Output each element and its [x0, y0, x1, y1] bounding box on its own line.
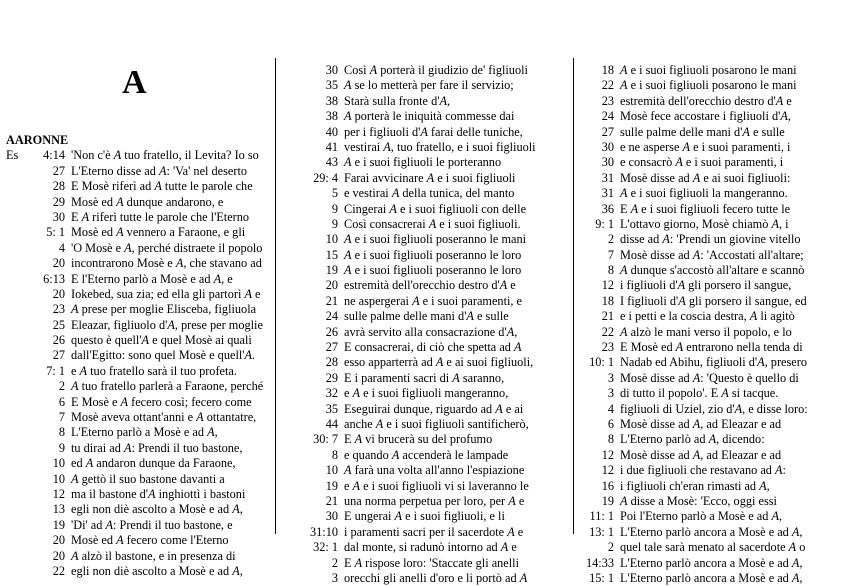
verse-ref: 2: [607, 232, 614, 247]
verse-ref: 9: [331, 216, 338, 231]
verse-ref: 19: [52, 517, 65, 532]
concordance-row: [578, 402, 856, 417]
verse-text: Starà sulla fronte d'A,: [344, 93, 451, 108]
concordance-row: [578, 479, 856, 494]
verse-text: e quando A accenderà le lampade: [344, 447, 509, 462]
verse-text: estremità dell'orecchio destro d'A e: [620, 93, 792, 108]
concordance-row: [6, 410, 272, 425]
verse-ref: 10: [52, 456, 65, 471]
concordance-row: [578, 525, 856, 540]
verse-text: E A riferì tutte le parole che l'Eterno: [71, 209, 250, 224]
concordance-row: [578, 171, 856, 186]
verse-ref: 30: [52, 209, 65, 224]
concordance-row: [282, 202, 572, 217]
verse-ref: 6: [58, 394, 65, 409]
verse-ref: 10: [325, 463, 338, 478]
verse-ref: 24: [325, 309, 338, 324]
verse-ref: 18: [601, 293, 614, 308]
verse-text: i figliuoli ch'eran rimasti ad A,: [620, 478, 770, 493]
concordance-row: [282, 217, 572, 232]
verse-text: esso apparterrà ad A e ai suoi figliuoli,: [344, 355, 534, 370]
concordance-row: [578, 325, 856, 340]
concordance-row: [282, 63, 572, 78]
verse-text: A e i suoi figliuoli poseranno le loro: [344, 263, 522, 278]
verse-ref: 32: 1: [313, 540, 338, 555]
book-abbrev: Es: [6, 148, 19, 163]
verse-ref: 5: 1: [46, 225, 65, 240]
verse-ref: 36: [601, 201, 614, 216]
concordance-row: [6, 533, 272, 548]
verse-ref: 23: [52, 302, 65, 317]
verse-text: I figliuoli d'A gli porsero il sangue, ed: [620, 293, 807, 308]
concordance-row: [6, 164, 272, 179]
verse-ref: 20: [52, 533, 65, 548]
concordance-row: [578, 371, 856, 386]
verse-text: L'ottavo giorno, Mosè chiamò A, i: [620, 216, 789, 231]
concordance-row: [578, 202, 856, 217]
verse-text: Iokebed, sua zia; ed ella gli partorì A e: [71, 286, 261, 301]
verse-text: i due figliuoli che restavano ad A:: [620, 463, 786, 478]
verse-text: orecchi gli anelli d'oro e li portò ad A: [344, 570, 528, 585]
concordance-row: [282, 294, 572, 309]
verse-ref: 19: [325, 478, 338, 493]
verse-ref: 22: [601, 324, 614, 339]
verse-ref: 21: [601, 309, 614, 324]
verse-text: L'Eterno parlò ancora a Mosè e ad A,: [620, 555, 803, 570]
concordance-row: [578, 294, 856, 309]
verse-text: egli non diè ascolto a Mosè e ad A,: [71, 502, 243, 517]
concordance-row: [282, 386, 572, 401]
verse-ref: 26: [52, 333, 65, 348]
concordance-row: [6, 302, 272, 317]
verse-ref: 3: [607, 386, 614, 401]
verse-text: estremità dell'orecchio destro d'A e: [344, 278, 516, 293]
verse-text: dal monte, si radunò intorno ad A e: [344, 540, 517, 555]
verse-ref: 26: [325, 324, 338, 339]
concordance-row: [6, 348, 272, 363]
verse-text: A e i suoi figliuoli posarono le mani: [620, 78, 797, 93]
concordance-row: [578, 463, 856, 478]
concordance-row: [282, 463, 572, 478]
verse-text: E i paramenti sacri di A saranno,: [344, 370, 505, 385]
verse-text: A prese per moglie Elisceba, figliuola: [71, 302, 257, 317]
verse-text: L'Eterno parlò ancora a Mosè e ad A,: [620, 524, 803, 539]
verse-text: Eleazar, figliuolo d'A, prese per moglie: [71, 317, 263, 332]
verse-ref: 14:33: [585, 555, 614, 570]
verse-text: A e i suoi figliuoli le porteranno: [344, 155, 502, 170]
verse-ref: 6:13: [43, 271, 65, 286]
verse-text: e i petti e la coscia destra, A li agitò: [620, 309, 795, 324]
verse-ref: 20: [52, 286, 65, 301]
verse-ref: 22: [601, 78, 614, 93]
verse-text: una norma perpetua per loro, per A e: [344, 493, 525, 508]
concordance-row: [578, 263, 856, 278]
concordance-row: [282, 78, 572, 93]
concordance-row: [578, 78, 856, 93]
concordance-row: [578, 432, 856, 447]
verse-text: anche A e i suoi figliuoli santificherò,: [344, 416, 529, 431]
concordance-row: [282, 109, 572, 124]
verse-text: E A e i suoi figliuoli fecero tutte le: [620, 201, 791, 216]
concordance-row: [282, 248, 572, 263]
verse-text: E l'Eterno parlò a Mosè e ad A, e: [71, 271, 233, 286]
verse-text: A e i suoi figliuoli la mangeranno.: [620, 186, 788, 201]
verse-ref: 15: [325, 247, 338, 262]
verse-ref: 12: [601, 463, 614, 478]
verse-text: A porterà le iniquità commesse dai: [344, 109, 515, 124]
concordance-row: [282, 278, 572, 293]
verse-text: Mosè fece accostare i figliuoli d'A,: [620, 109, 791, 124]
concordance-row: [578, 217, 856, 232]
verse-text: Mosè ed A vennero a Faraone, e gli: [71, 225, 246, 240]
concordance-row: [282, 402, 572, 417]
concordance-row: [6, 318, 272, 333]
verse-ref: 7: [58, 410, 65, 425]
concordance-row: [282, 494, 572, 509]
verse-ref: 20: [325, 278, 338, 293]
verse-ref: 23: [601, 93, 614, 108]
concordance-row: [6, 487, 272, 502]
column-3: [578, 63, 856, 586]
concordance-row: [6, 425, 272, 440]
column-divider: [275, 58, 276, 534]
concordance-row: [6, 441, 272, 456]
verse-ref: 6: [607, 416, 614, 431]
concordance-row: [6, 549, 272, 564]
concordance-row: [6, 179, 272, 194]
verse-text: 'Non c'è A tuo fratello, il Levita? Io so: [71, 148, 259, 163]
verse-ref: 9: [331, 201, 338, 216]
verse-ref: 8: [331, 447, 338, 462]
verse-ref: 8: [58, 425, 65, 440]
verse-text: A alzò il bastone, e in presenza di: [71, 548, 236, 563]
concordance-row: [578, 417, 856, 432]
concordance-row: [282, 355, 572, 370]
verse-text: Poi l'Eterno parlò a Mosè e ad A,: [620, 509, 783, 524]
concordance-row: [578, 125, 856, 140]
entry-heading: AARONNE: [6, 133, 69, 147]
verse-ref: 30: [325, 509, 338, 524]
concordance-row: [578, 232, 856, 247]
verse-text: Eseguirai dunque, riguardo ad A e ai: [344, 401, 524, 416]
verse-text: per i figliuoli d'A farai delle tuniche,: [344, 124, 523, 139]
verse-text: tu dirai ad A: Prendi il tuo bastone,: [71, 440, 243, 455]
concordance-row: [282, 571, 572, 586]
verse-text: A farà una volta all'anno l'espiazione: [344, 463, 525, 478]
verse-text: E Mosè ed A entrarono nella tenda di: [620, 340, 803, 355]
verse-text: E A rispose loro: 'Staccate gli anelli: [344, 555, 520, 570]
column-1: [6, 133, 272, 579]
verse-text: Mosè disse ad A e ai suoi figliuoli:: [620, 170, 791, 185]
verse-ref: 10: 1: [589, 355, 614, 370]
verse-ref: 8: [607, 263, 614, 278]
concordance-row: [282, 325, 572, 340]
verse-ref: 7: 1: [46, 363, 65, 378]
verse-ref: 38: [325, 109, 338, 124]
concordance-row: [6, 564, 272, 579]
verse-text: Mosè disse ad A, ad Eleazar e ad: [620, 416, 782, 431]
verse-ref: 16: [601, 478, 614, 493]
verse-ref: 31: [601, 170, 614, 185]
concordance-row: [578, 309, 856, 324]
verse-text: Mosè ed A fecero come l'Eterno: [71, 533, 229, 548]
verse-ref: 19: [325, 263, 338, 278]
verse-text: Mosè disse ad A, ad Eleazar e ad: [620, 447, 782, 462]
verse-text: Cingerai A e i suoi figliuoli con delle: [344, 201, 527, 216]
verse-text: A tuo fratello parlerà a Faraone, perché: [71, 379, 264, 394]
verse-ref: 43: [325, 155, 338, 170]
verse-ref: 38: [325, 93, 338, 108]
verse-ref: 29: 4: [313, 170, 338, 185]
concordance-row: [578, 571, 856, 586]
verse-ref: 2: [607, 540, 614, 555]
verse-ref: 30: [601, 155, 614, 170]
verse-text: E A vi brucerà su del profumo: [344, 432, 493, 447]
verse-ref: 22: [52, 563, 65, 578]
verse-ref: 12: [601, 278, 614, 293]
verse-ref: 9: 1: [595, 216, 614, 231]
verse-text: E Mosè e A fecero così; fecero come: [71, 394, 252, 409]
verse-text: A e i suoi figliuoli poseranno le loro: [344, 247, 522, 262]
concordance-row: [6, 395, 272, 410]
verse-ref: 20: [52, 256, 65, 271]
verse-ref: 3: [331, 570, 338, 585]
verse-text: L'Eterno parlò ancora a Mosè e ad A,: [620, 570, 803, 585]
verse-ref: 12: [52, 486, 65, 501]
verse-ref: 30: [601, 139, 614, 154]
verse-ref: 29: [325, 370, 338, 385]
verse-text: Così consacrerai A e i suoi figliuoli.: [344, 216, 521, 231]
verse-ref: 21: [325, 293, 338, 308]
verse-ref: 21: [325, 493, 338, 508]
verse-text: 'O Mosè e A, perché distraete il popolo: [71, 240, 263, 255]
verse-ref: 28: [325, 355, 338, 370]
verse-text: sulle palme delle mani d'A e sulle: [620, 124, 785, 139]
verse-ref: 32: [325, 386, 338, 401]
concordance-row: [578, 386, 856, 401]
concordance-row: [282, 186, 572, 201]
verse-ref: 4:14: [43, 148, 65, 163]
verse-text: Così A porterà il giudizio de' figliuoli: [344, 63, 528, 77]
concordance-row: [6, 364, 272, 379]
concordance-row: [282, 556, 572, 571]
verse-ref: 9: [58, 440, 65, 455]
column-divider: [573, 58, 574, 534]
concordance-row: [6, 272, 272, 287]
concordance-row: [282, 94, 572, 109]
verse-ref: 7: [607, 247, 614, 262]
verse-text: sulle palme delle mani d'A e sulle: [344, 309, 509, 324]
verse-ref: 13: [52, 502, 65, 517]
verse-ref: 25: [52, 317, 65, 332]
concordance-row: [6, 225, 272, 240]
verse-text: questo è quell'A e quel Mosè ai quali: [71, 333, 252, 348]
concordance-row: [578, 140, 856, 155]
concordance-row: [6, 518, 272, 533]
verse-ref: 41: [325, 139, 338, 154]
verse-text: E ungerai A e i suoi figliuoli, e li: [344, 509, 505, 524]
verse-text: e A e i suoi figliuoli vi si laveranno le: [344, 478, 529, 493]
verse-text: e A tuo fratello sarà il tuo profeta.: [71, 363, 237, 378]
concordance-row: [578, 340, 856, 355]
verse-text: E Mosè riferì ad A tutte le parole che: [71, 179, 253, 194]
verse-text: L'Eterno parlò a Mosè e ad A,: [71, 425, 218, 440]
concordance-row: [6, 456, 272, 471]
verse-ref: 31:10: [309, 524, 338, 539]
concordance-row: [6, 195, 272, 210]
verse-text: Mosè disse ad A: 'Accostati all'altare;: [620, 247, 804, 262]
concordance-row: [578, 94, 856, 109]
verse-ref: 20: [52, 548, 65, 563]
verse-ref: 3: [607, 370, 614, 385]
verse-ref: 40: [325, 124, 338, 139]
concordance-row: [282, 309, 572, 324]
verse-ref: 10: [325, 232, 338, 247]
verse-ref: 35: [325, 78, 338, 93]
concordance-row: [282, 540, 572, 555]
verse-ref: 5: [331, 186, 338, 201]
verse-text: A se lo metterà per fare il servizio;: [344, 78, 514, 93]
concordance-row: [282, 448, 572, 463]
concordance-row: [6, 148, 272, 163]
verse-text: avrà servito alla consacrazione d'A,: [344, 324, 518, 339]
verse-text: incontrarono Mosè e A, che stavano ad: [71, 256, 262, 271]
verse-text: e consacrò A e i suoi paramenti, i: [620, 155, 784, 170]
section-letter: A: [122, 64, 147, 101]
verse-text: di tutto il popolo'. E A si tacque.: [620, 386, 779, 401]
concordance-row: [282, 263, 572, 278]
verse-ref: 4: [607, 401, 614, 416]
verse-ref: 8: [607, 432, 614, 447]
verse-text: e A e i suoi figliuoli mangeranno,: [344, 386, 509, 401]
concordance-row: [578, 494, 856, 509]
verse-text: E consacrerai, di ciò che spetta ad A: [344, 340, 522, 355]
concordance-row: [282, 509, 572, 524]
verse-ref: 4: [58, 240, 65, 255]
concordance-row: [282, 432, 572, 447]
verse-ref: 27: [601, 124, 614, 139]
verse-ref: 10: [52, 471, 65, 486]
concordance-row: [578, 448, 856, 463]
verse-text: e ne asperse A e i suoi paramenti, i: [620, 139, 791, 154]
verse-ref: 27: [52, 348, 65, 363]
verse-text: 'Di' ad A: Prendi il tuo bastone, e: [71, 517, 233, 532]
verse-ref: 31: [601, 186, 614, 201]
verse-text: Mosè disse ad A: 'Questo è quello di: [620, 370, 799, 385]
concordance-row: [282, 171, 572, 186]
concordance-row: [282, 340, 572, 355]
concordance-row: [6, 333, 272, 348]
verse-text: i paramenti sacri per il sacerdote A e: [344, 524, 524, 539]
verse-text: L'Eterno parlò ad A, dicendo:: [620, 432, 765, 447]
concordance-row: [578, 248, 856, 263]
verse-ref: 15: 1: [589, 570, 614, 585]
verse-text: disse ad A: 'Prendi un giovine vitello: [620, 232, 801, 247]
verse-text: egli non diè ascolto a Mosè e ad A,: [71, 563, 243, 578]
concordance-row: [282, 525, 572, 540]
verse-ref: 24: [601, 109, 614, 124]
concordance-row: [578, 63, 856, 78]
concordance-row: [6, 379, 272, 394]
verse-text: Mosè aveva ottant'anni e A ottantatre,: [71, 410, 257, 425]
concordance-row: [578, 355, 856, 370]
verse-text: A e i suoi figliuoli posarono le mani: [620, 63, 797, 77]
verse-ref: 30: [325, 63, 338, 77]
concordance-row: [282, 140, 572, 155]
verse-ref: 35: [325, 401, 338, 416]
verse-text: A dunque s'accostò all'altare e scannò: [620, 263, 805, 278]
verse-ref: 13: 1: [589, 524, 614, 539]
verse-ref: 28: [52, 179, 65, 194]
verse-text: A disse a Mosè: 'Ecco, oggi essi: [620, 493, 777, 508]
verse-ref: 30: 7: [313, 432, 338, 447]
verse-ref: 12: [601, 447, 614, 462]
verse-text: Nadab ed Abihu, figliuoli d'A, presero: [620, 355, 807, 370]
concordance-row: [578, 155, 856, 170]
concordance-row: [6, 502, 272, 517]
concordance-row: [282, 232, 572, 247]
column-2: [282, 63, 572, 586]
verse-text: A alzò le mani verso il popolo, e lo: [620, 324, 792, 339]
concordance-row: [282, 155, 572, 170]
verse-text: A gettò il suo bastone davanti a: [71, 471, 225, 486]
verse-text: quel tale sarà menato al sacerdote A o: [620, 540, 806, 555]
concordance-row: [282, 479, 572, 494]
verse-ref: 44: [325, 416, 338, 431]
concordance-row: [282, 371, 572, 386]
concordance-row: [6, 256, 272, 271]
verse-ref: 19: [601, 493, 614, 508]
concordance-row: [578, 186, 856, 201]
verse-ref: 2: [331, 555, 338, 570]
concordance-row: [578, 540, 856, 555]
verse-ref: 18: [601, 63, 614, 77]
verse-ref: 27: [52, 163, 65, 178]
verse-text: dall'Egitto: sono quel Mosè e quell'A.: [71, 348, 256, 363]
verse-text: ma il bastone d'A inghiottì i bastoni: [71, 486, 246, 501]
concordance-row: [6, 472, 272, 487]
concordance-row: [282, 417, 572, 432]
concordance-row: [578, 556, 856, 571]
verse-text: figliuoli di Uziel, zio d'A, e disse loro:: [620, 401, 808, 416]
verse-text: L'Eterno disse ad A: 'Va' nel deserto: [71, 163, 248, 178]
concordance-row: [578, 278, 856, 293]
verse-text: vestirai A, tuo fratello, e i suoi figliuoli: [344, 139, 536, 154]
verse-text: i figliuoli d'A gli porsero il sangue,: [620, 278, 792, 293]
concordance-row: [6, 210, 272, 225]
verse-text: ed A andaron dunque da Faraone,: [71, 456, 236, 471]
verse-text: A e i suoi figliuoli poseranno le mani: [344, 232, 527, 247]
concordance-row: [578, 109, 856, 124]
verse-ref: 27: [325, 340, 338, 355]
concordance-row: [282, 125, 572, 140]
concordance-row: [6, 241, 272, 256]
concordance-row: [578, 509, 856, 524]
verse-text: Mosè ed A dunque andarono, e: [71, 194, 224, 209]
verse-ref: 2: [58, 379, 65, 394]
verse-ref: 23: [601, 340, 614, 355]
verse-ref: 29: [52, 194, 65, 209]
verse-text: ne aspergerai A e i suoi paramenti, e: [344, 293, 523, 308]
verse-text: e vestirai A della tunica, del manto: [344, 186, 515, 201]
verse-text: Farai avvicinare A e i suoi figliuoli: [344, 170, 516, 185]
verse-ref: 11: 1: [589, 509, 614, 524]
concordance-row: [6, 287, 272, 302]
